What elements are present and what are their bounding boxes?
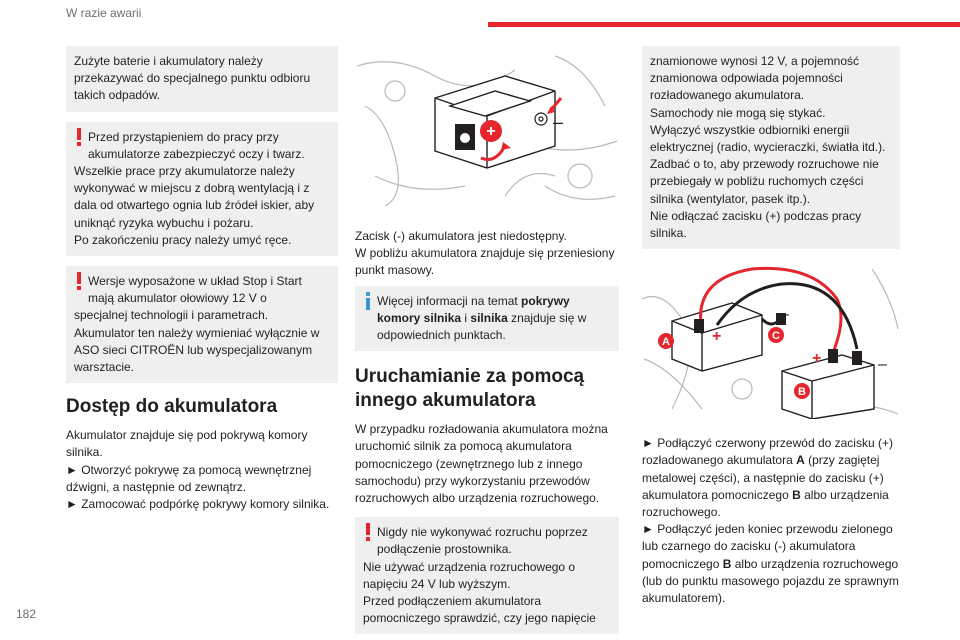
page-number: 182 (16, 607, 37, 621)
heading-jump-start: Uruchamianie za pomocą innego akumulatora (355, 366, 585, 412)
label-b (794, 383, 810, 399)
svg-text:–: – (780, 306, 789, 324)
step2-post: albo urządzenia rozruchowego (lub do punktu masowego pojazdu ze sprawnym akumulatorem). (642, 556, 899, 606)
cont-line-cables: Zadbać o to, aby przewody rozruchowe nie przebiegały w pobliżu ruchomych części silnika (wentylator, pasek itp.). (650, 157, 879, 206)
step-connect-red (642, 435, 900, 521)
cont-line-consumers: Wyłączyć wszystkie odbiorniki energii elektrycznej (radio, wycieraczki, światła itd.). (650, 122, 886, 155)
recycle-note: Zużyte baterie i akumulatory należy przekazywać do specjalnego punktu odbioru takich odpadów. (74, 54, 311, 103)
svg-text:–: – (878, 356, 887, 374)
step-prop-hood: ► Zamocować podpórkę pokrywy komory silnika. (66, 497, 330, 512)
accent-bar (488, 22, 960, 27)
step2-pre: ► Podłączyć jeden koniec przewodu zielonego lub czarnego do zacisku (-) akumulatora pomocniczego (642, 522, 893, 571)
step-connect-black (642, 521, 900, 607)
info-icon (365, 292, 371, 315)
warning-box-safety (66, 122, 338, 256)
exclamation-icon (76, 272, 82, 295)
column-left (66, 46, 338, 513)
step2-label-b: B (722, 556, 732, 571)
step1-pre: ► Podłączyć czerwony przewód do zacisku (+) rozładowanego akumulatora (642, 436, 893, 468)
info-text-hood: pokrywy komory silnika (377, 293, 570, 325)
label-a (658, 333, 674, 349)
jump-start-illustration (642, 259, 900, 419)
step1-post: albo urządzenia rozruchowego. (642, 487, 889, 520)
svg-text:A: A (662, 336, 670, 349)
info-text-post: znajduje się w odpowiednich punktach. (377, 310, 587, 343)
exclamation-icon (365, 523, 371, 546)
info-text-mid: i (461, 310, 471, 325)
warning-box-jump (355, 517, 619, 634)
info-text-engine: silnika (470, 310, 508, 325)
battery-illustration (355, 46, 619, 218)
heading-battery-access: Dostęp do akumulatora (66, 396, 278, 418)
body-neg-terminal: Zacisk (-) akumulatora jest niedostępny. (355, 229, 567, 243)
warning-text-body: specjalnej technologii i parametrach. Akumulator ten należy wymieniać wyłącznie w ASO sieci CITROËN lub wyspecjalizowanym warsztacie. (74, 308, 320, 375)
info-box (355, 286, 619, 352)
svg-text:+: + (712, 328, 722, 346)
section-title: W razie awarii (66, 6, 142, 20)
step1-label-a: A (796, 453, 805, 468)
warning-text-first: Przed przystąpieniem do pracy przy akumulatorze zabezpieczyć oczy i twarz. (88, 129, 305, 161)
negative-clamp-illustration (455, 124, 475, 150)
exclamation-icon (76, 128, 82, 151)
warning-text-24v: Nie używać urządzenia rozruchowego o napięciu 24 V lub wyższym. (363, 559, 576, 591)
svg-text:+: + (486, 123, 496, 140)
warning-text-first: Wersje wyposażone w układ Stop i Start mają akumulator ołowiowy 12 V o (88, 274, 302, 306)
svg-text:C: C (772, 330, 780, 343)
cont-line-contact: Samochody nie mogą się stykać. (650, 105, 826, 120)
cont-line-disconnect: Nie odłączać zacisku (+) podczas pracy silnika. (650, 208, 862, 241)
svg-text:–: – (553, 112, 564, 132)
step-open-hood: ► Otworzyć pokrywę za pomocą wewnętrznej dźwigni, a następnie od zewnątrz. (66, 462, 312, 494)
svg-text:+: + (812, 350, 822, 368)
body-ground-point: W pobliżu akumulatora znajduje się przeniesiony punkt masowy. (355, 246, 615, 278)
warning-text-first: Nigdy nie wykonywać rozruchu poprzez podłączenie prostownika. (377, 525, 588, 557)
warning-text-voltage: Przed podłączeniem akumulatora pomocniczego sprawdzić, czy jego napięcie (363, 594, 596, 626)
warning-text-body: Wszelkie prace przy akumulatorze należy wykonywać w miejscu z dobrą wentylacją i z dala od otwartego ognia lub źródeł iskier, aby uniknąć ryzyka wybuchu i pożaru. (74, 164, 315, 230)
step1-label-b: B (792, 487, 801, 502)
info-text (377, 293, 611, 345)
body-intro: Akumulator znajduje się pod pokrywą komory silnika. (66, 428, 308, 460)
warning-continuation-box (642, 46, 900, 249)
warning-text-last: Po zakończeniu pracy należy umyć ręce. (74, 232, 292, 247)
info-text-pre: Więcej informacji na temat (377, 293, 522, 308)
body-jump-start: W przypadku rozładowania akumulatora można uruchomić silnik za pomocą akumulatora pomocniczego (zewnętrznego lub z innego samochodu) przy wykorzystaniu przewodów rozruchowych albo urządzenia rozruchowego. (355, 422, 608, 506)
step1-mid: (przy zagiętej metalowej części), a następnie do zacisku (+) akumulatora pomocniczego (642, 453, 884, 502)
column-middle (355, 46, 619, 640)
svg-text:B: B (798, 386, 806, 399)
warning-box-stop-start (66, 266, 338, 383)
recycle-note-box (66, 46, 338, 112)
column-right (642, 46, 900, 607)
label-c (768, 327, 784, 343)
cont-line-capacity: znamionowe wynosi 12 V, a pojemność znamionowa odpowiada pojemności rozładowanego akumulatora. (650, 54, 860, 103)
